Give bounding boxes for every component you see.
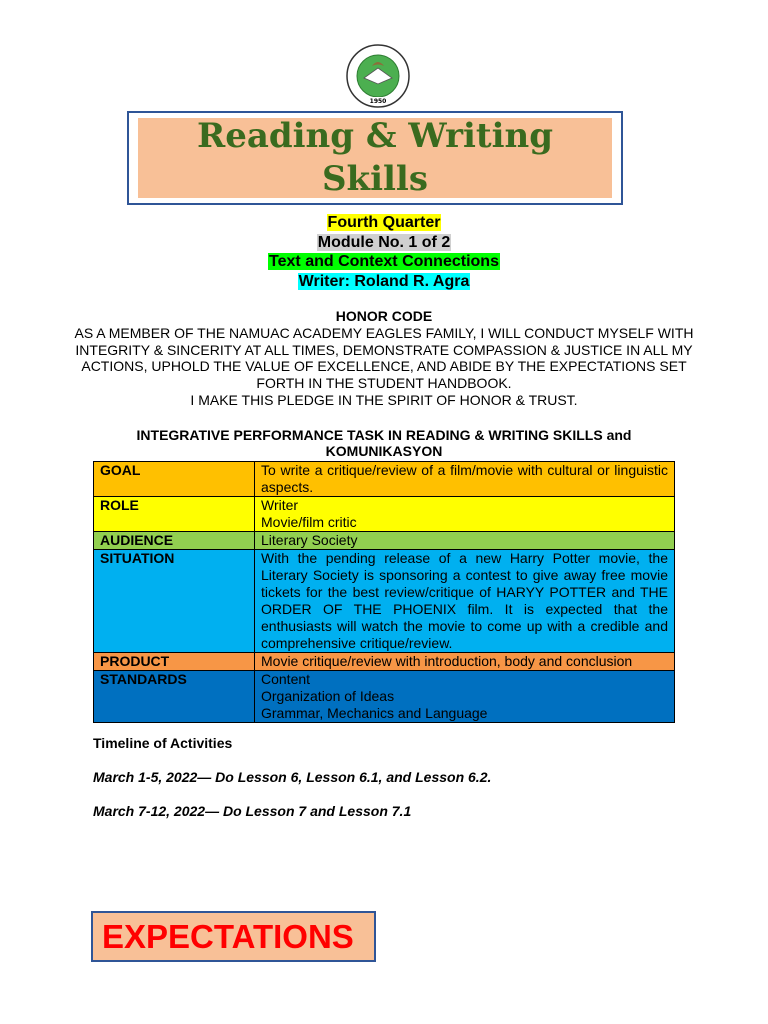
module-info xyxy=(0,213,768,291)
seal-year: 1950 xyxy=(369,98,387,105)
module-number: Module No. 1 of 2 xyxy=(317,233,451,251)
standards-value-1: Content xyxy=(261,671,311,687)
document-title xyxy=(138,118,612,198)
expectations-heading: EXPECTATIONS xyxy=(91,911,376,962)
audience-label: AUDIENCE xyxy=(94,532,255,550)
situation-value: With the pending release of a new Harry Potter movie, the Literary Society is sponsoring a contest to give away free movie tickets for the best review/critique of HARYY POTTER and THE ORDER OF THE PHOENIX film. It is expected that the enthusiasts will watch the movie to come up with a credible and comprehensive critique/review. xyxy=(255,550,675,653)
title-line-1: Reading & Writing xyxy=(196,116,554,156)
timeline-item-1: March 1-5, 2022— Do Lesson 6, Lesson 6.1, and Lesson 6.2. xyxy=(93,769,492,785)
role-value xyxy=(255,497,675,532)
timeline-title: Timeline of Activities xyxy=(93,735,233,751)
title-frame xyxy=(127,111,623,205)
module-writer: Writer: Roland R. Agra xyxy=(298,272,470,290)
quarter-label: Fourth Quarter xyxy=(327,214,441,231)
standards-value-3: Grammar, Mechanics and Language xyxy=(261,705,488,721)
goal-label: GOAL xyxy=(94,462,255,497)
table-row-product xyxy=(94,653,675,671)
situation-label: SITUATION xyxy=(94,550,255,653)
product-value: Movie critique/review with introduction, body and conclusion xyxy=(255,653,675,671)
standards-value-2: Organization of Ideas xyxy=(261,688,395,704)
audience-value: Literary Society xyxy=(255,532,675,550)
performance-task-title: INTEGRATIVE PERFORMANCE TASK IN READING & WRITING SKILLS and KOMUNIKASYON xyxy=(136,427,632,459)
product-label: PRODUCT xyxy=(94,653,255,671)
standards-value xyxy=(255,671,675,723)
table-row-goal xyxy=(94,462,675,497)
goal-value: To write a critique/review of a film/movie with cultural or linguistic aspects. xyxy=(255,462,675,497)
school-seal-logo xyxy=(338,44,418,108)
role-label: ROLE xyxy=(94,497,255,532)
performance-task-table xyxy=(93,461,675,723)
honor-code xyxy=(70,308,698,409)
role-value-1: Writer xyxy=(261,497,299,513)
timeline-section xyxy=(93,734,491,820)
standards-label: STANDARDS xyxy=(94,671,255,723)
table-row-audience xyxy=(94,532,675,550)
honor-code-pledge: I MAKE THIS PLEDGE IN THE SPIRIT OF HONOR & TRUST. xyxy=(190,391,578,408)
title-line-2: Skills xyxy=(321,159,428,199)
honor-code-body: AS A MEMBER OF THE NAMUAC ACADEMY EAGLES FAMILY, I WILL CONDUCT MYSELF WITH INTEGRITY & SINCERITY AT ALL TIMES, DEMONSTRATE COMPASSION & JUSTICE IN ALL MY ACTIONS, UPHOLD THE VALUE OF EXCELLENCE, AND ABIDE BY THE EXPECTATIONS SET FORTH IN THE STUDENT HANDBOOK. xyxy=(74,324,694,392)
module-topic: Text and Context Connections xyxy=(269,253,499,271)
table-row-standards xyxy=(94,671,675,723)
timeline-item-2: March 7-12, 2022— Do Lesson 7 and Lesson 7.1 xyxy=(93,803,412,819)
table-row-situation xyxy=(94,550,675,653)
table-row-role xyxy=(94,497,675,532)
role-value-2: Movie/film critic xyxy=(261,514,357,530)
honor-code-title: HONOR CODE xyxy=(335,308,433,324)
